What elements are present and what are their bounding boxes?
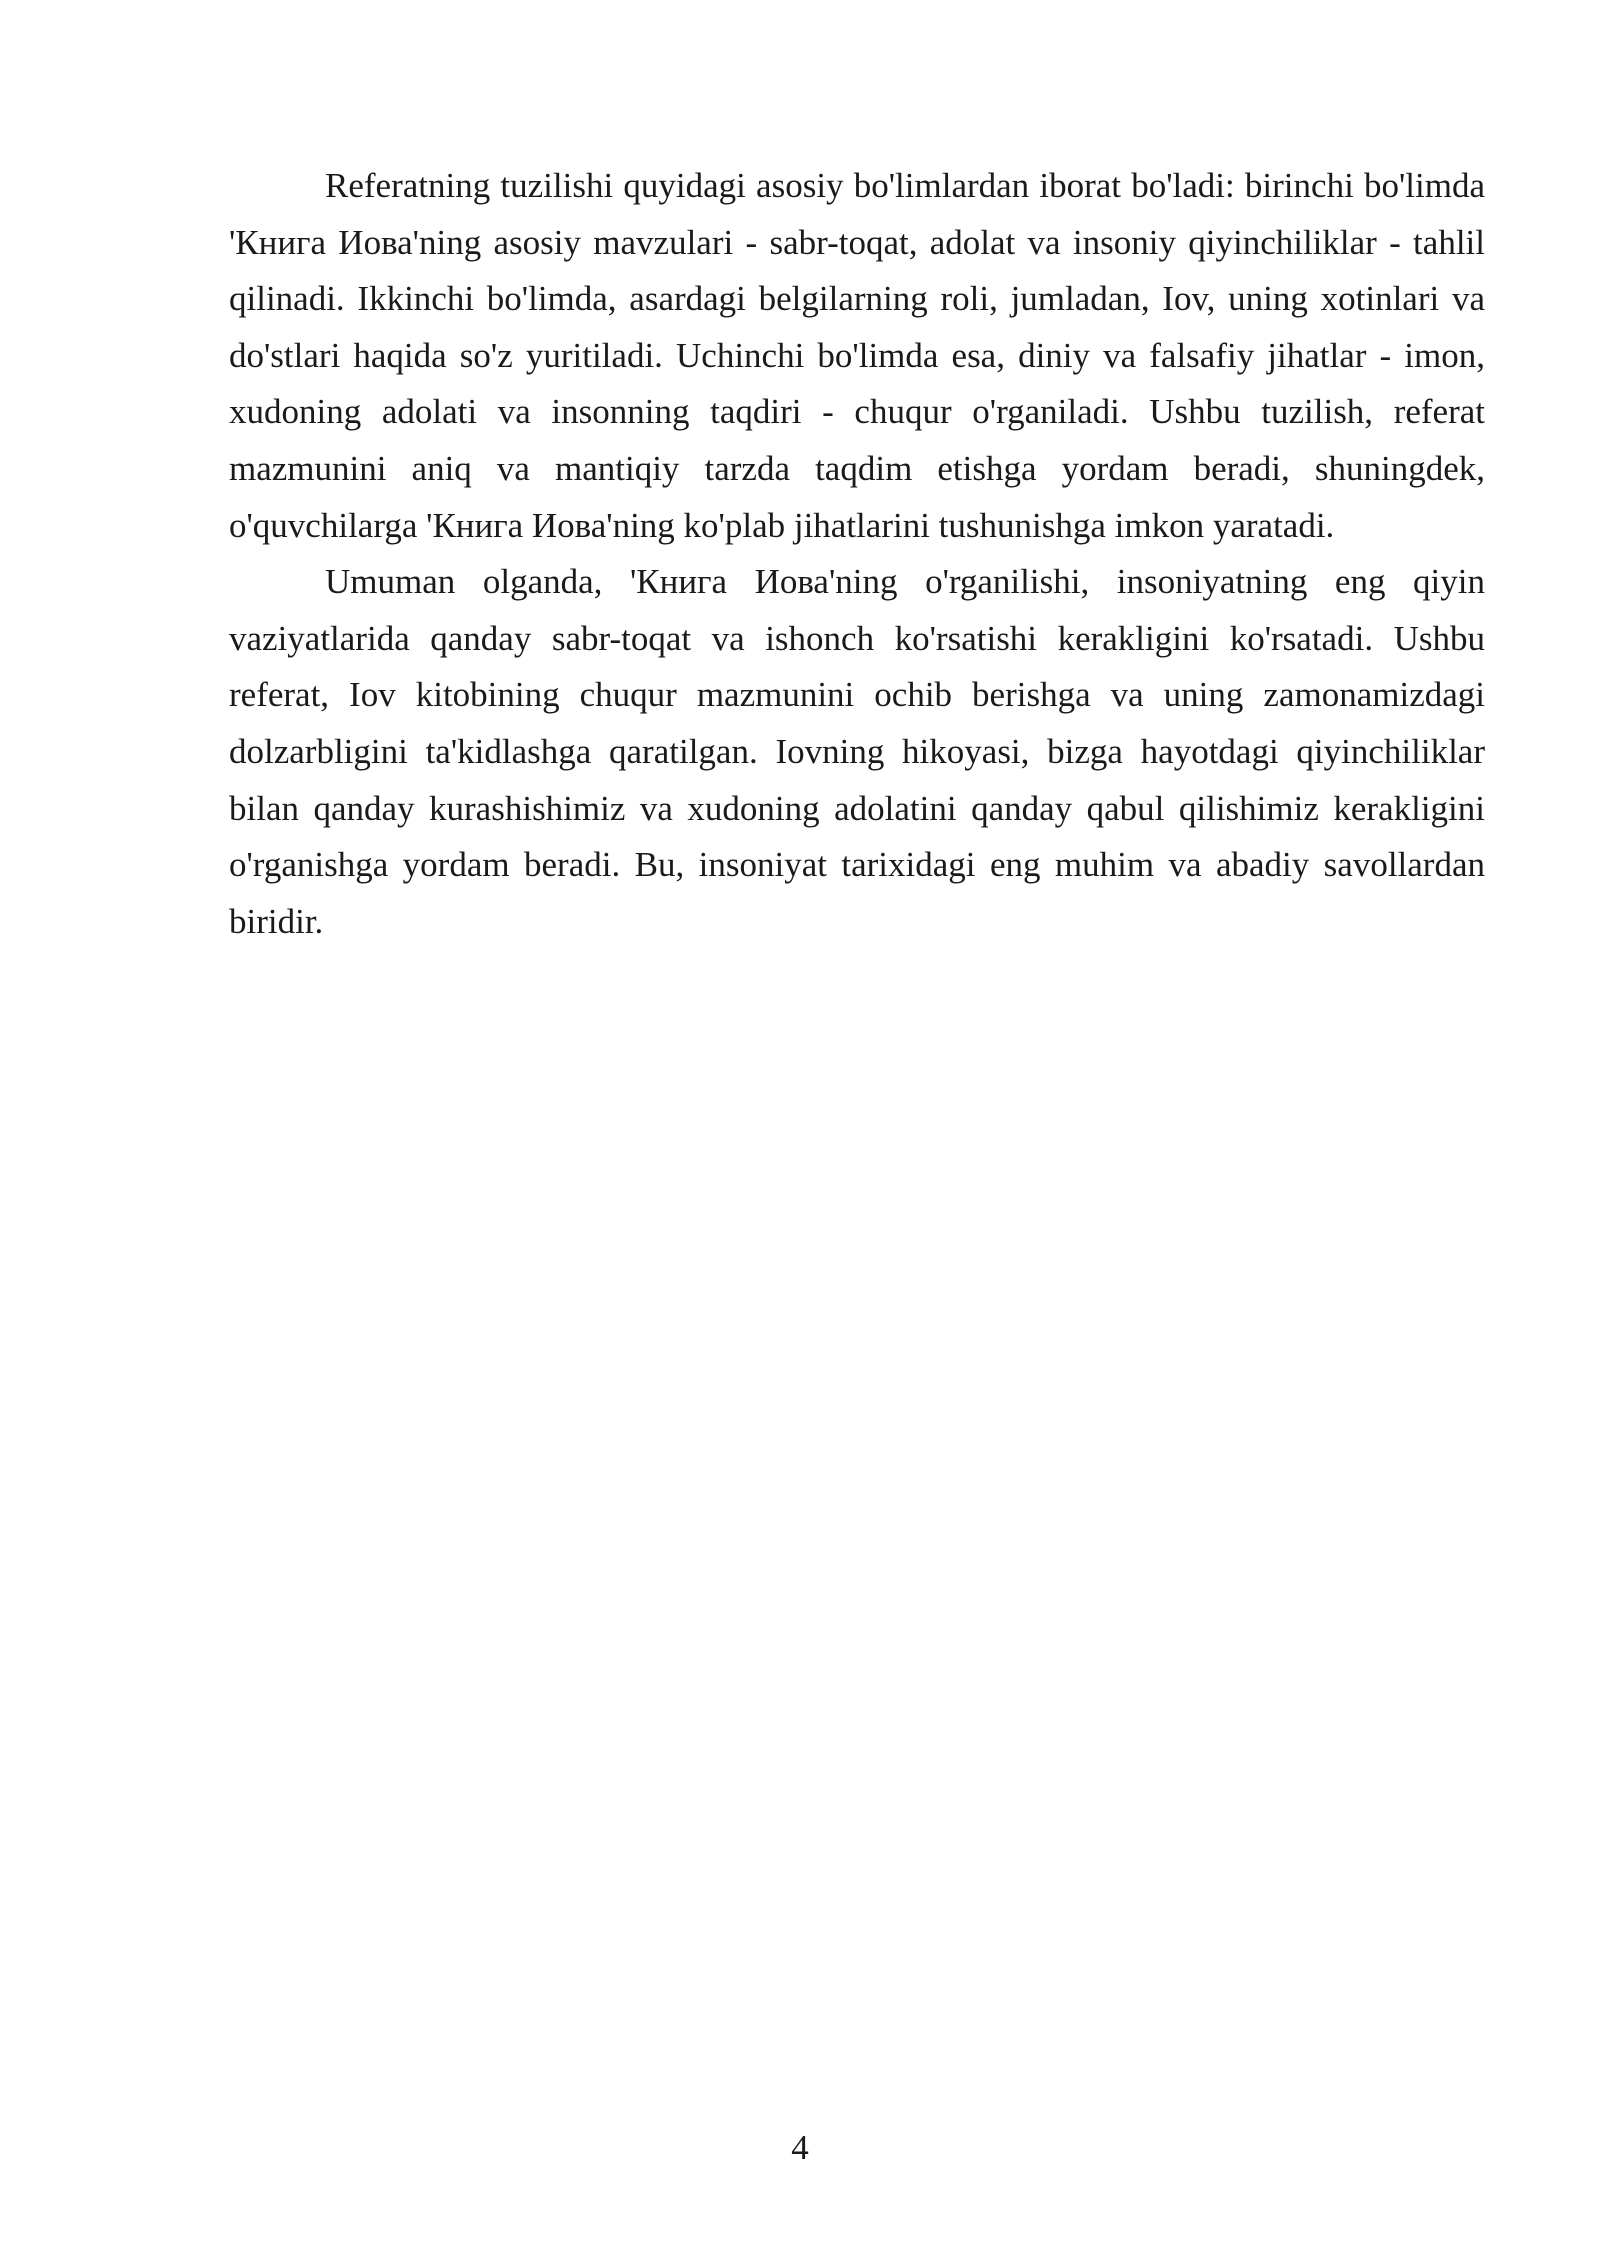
body-text [229,158,1485,950]
paragraph-structure: Referatning tuzilishi quyidagi asosiy bo'limlardan iborat bo'ladi: birinchi bo'limda 'Книга Иова'ning asosiy mavzulari - sabr-toqat, adolat va insoniy qiyinchiliklar - tahlil qilinadi. Ikkinchi bo'limda, asardagi belgilarning roli, jumladan, Iov, uning xotinlari va do'stlari haqida so'z yuritiladi. Uchinchi bo'limda esa, diniy va falsafiy jihatlar - imon, xudoning adolati va insonning taqdiri - chuqur o'rganiladi. Ushbu tuzilish, referat mazmunini aniq va mantiqiy tarzda taqdim etishga yordam beradi, shuningdek, o'quvchilarga 'Книга Иова'ning ko'plab jihatlarini tushunishga imkon yaratadi. [229,166,1485,545]
page-number: 4 [791,2128,809,2167]
paragraph-conclusion: Umuman olganda, 'Книга Иова'ning o'rganilishi, insoniyatning eng qiyin vaziyatlarida qanday sabr-toqat va ishonch ko'rsatishi kerakligini ko'rsatadi. Ushbu referat, Iov kitobining chuqur mazmunini ochib berishga va uning zamonamizdagi dolzarbligini ta'kidlashga qaratilgan. Iovning hikoyasi, bizga hayotdagi qiyinchiliklar bilan qanday kurashishimiz va xudoning adolatini qanday qabul qilishimiz kerakligini o'rganishga yordam beradi. Bu, insoniyat tarixidagi eng muhim va abadiy savollardan biridir. [229,562,1485,941]
